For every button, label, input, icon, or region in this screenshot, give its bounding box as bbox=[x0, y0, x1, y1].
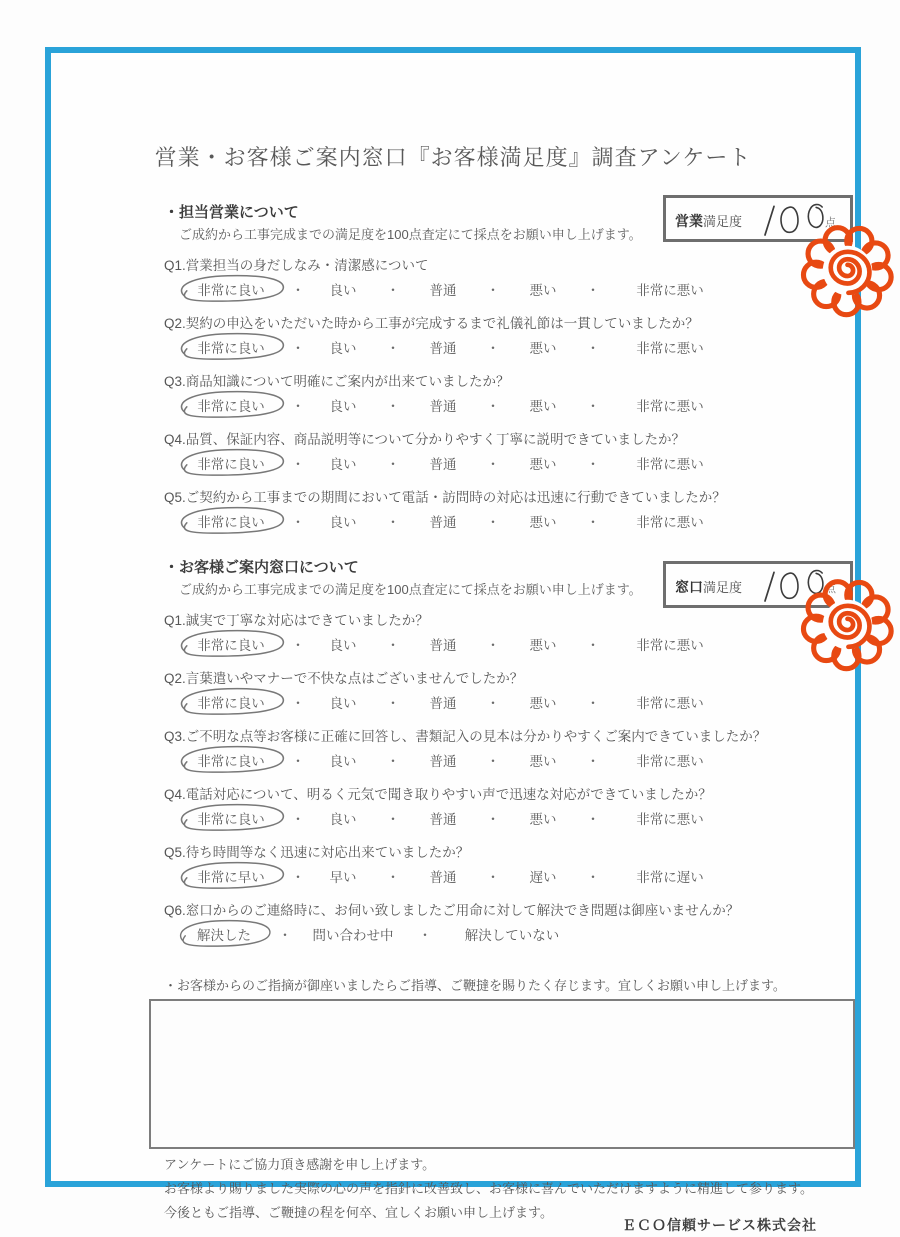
question-label: Q4.電話対応について、明るく元気で聞き取りやすい声で迅速な対応ができていましたか？ bbox=[164, 787, 712, 802]
question bbox=[164, 314, 864, 360]
section-sales-header: ・担当営業について bbox=[164, 204, 299, 221]
option-separator-dot: ・ bbox=[586, 341, 600, 356]
option-separator-dot: ・ bbox=[291, 457, 305, 472]
answer-option: 解決していない bbox=[464, 928, 560, 943]
comment-box bbox=[149, 999, 855, 1149]
sales-score-label bbox=[675, 211, 742, 231]
answer-option: 非常に早い bbox=[181, 866, 281, 886]
answer-option: 悪い bbox=[529, 515, 557, 530]
question bbox=[164, 430, 864, 476]
answer-option: 普通 bbox=[429, 457, 457, 472]
question-label: Q3.商品知識について明確にご案内が出来ていましたか？ bbox=[164, 374, 510, 389]
answer-option: 非常に悪い bbox=[636, 696, 704, 711]
option-separator-dot: ・ bbox=[418, 928, 432, 943]
option-separator-dot: ・ bbox=[486, 870, 500, 885]
answer-option: 良い bbox=[329, 515, 357, 530]
answer-option: 普通 bbox=[429, 341, 457, 356]
option-separator-dot: ・ bbox=[386, 638, 400, 653]
answer-option: 普通 bbox=[429, 515, 457, 530]
answer-option: 非常に良い bbox=[181, 750, 281, 770]
option-separator-dot: ・ bbox=[486, 457, 500, 472]
answer-option: 良い bbox=[329, 754, 357, 769]
answer-option: 普通 bbox=[429, 812, 457, 827]
handdrawn-selection-circle-icon bbox=[174, 330, 288, 362]
answer-option: 非常に悪い bbox=[636, 515, 704, 530]
answer-option: 非常に悪い bbox=[636, 399, 704, 414]
handdrawn-selection-circle-icon bbox=[174, 743, 288, 775]
answer-options-row bbox=[164, 508, 864, 534]
question-label: Q1.営業担当の身だしなみ・清潔感について bbox=[164, 258, 429, 273]
section-sales-questions bbox=[164, 256, 864, 546]
question bbox=[164, 256, 864, 302]
section-desk-subtitle: ご成約から工事完成までの満足度を100点査定にて採点をお願い申し上げます。 bbox=[179, 582, 642, 597]
option-separator-dot: ・ bbox=[386, 696, 400, 711]
option-separator-dot: ・ bbox=[486, 283, 500, 298]
answer-option: 非常に遅い bbox=[636, 870, 704, 885]
option-separator-dot: ・ bbox=[291, 638, 305, 653]
company-name: ＥＣＯ信頼サービス株式会社 bbox=[622, 1217, 817, 1233]
answer-option: 悪い bbox=[529, 638, 557, 653]
answer-options-row bbox=[164, 863, 864, 889]
option-separator-dot: ・ bbox=[486, 341, 500, 356]
option-separator-dot: ・ bbox=[386, 515, 400, 530]
answer-option: 問い合わせ中 bbox=[312, 928, 394, 943]
answer-option: 良い bbox=[329, 638, 357, 653]
question bbox=[164, 785, 864, 831]
answer-options-row bbox=[164, 747, 864, 773]
footer-line-2: お客様より賜りました実際の心の声を指針に改善致し、お客様に喜んでいただけますように精進して参ります。 bbox=[164, 1181, 813, 1196]
option-separator-dot: ・ bbox=[291, 399, 305, 414]
option-separator-dot: ・ bbox=[291, 870, 305, 885]
question bbox=[164, 843, 864, 889]
handdrawn-selection-circle-icon bbox=[174, 627, 288, 659]
flower-stamp-icon bbox=[799, 221, 896, 318]
answer-option: 悪い bbox=[529, 754, 557, 769]
answer-option: 良い bbox=[329, 399, 357, 414]
sales-score-label-rest: 満足度 bbox=[703, 214, 743, 229]
answer-option: 普通 bbox=[429, 399, 457, 414]
answer-option: 良い bbox=[329, 283, 357, 298]
answer-option: 非常に良い bbox=[181, 511, 281, 531]
option-separator-dot: ・ bbox=[486, 812, 500, 827]
answer-option: 非常に悪い bbox=[636, 341, 704, 356]
section-desk-questions bbox=[164, 611, 864, 959]
sales-score-label-bold: 営業 bbox=[675, 213, 703, 229]
option-separator-dot: ・ bbox=[386, 399, 400, 414]
option-separator-dot: ・ bbox=[586, 515, 600, 530]
desk-score-label-rest: 満足度 bbox=[703, 580, 743, 595]
answer-options-row bbox=[164, 450, 864, 476]
section-desk-header: ・お客様ご案内窓口について bbox=[164, 559, 359, 576]
answer-option: 非常に悪い bbox=[636, 754, 704, 769]
answer-option: 非常に悪い bbox=[636, 812, 704, 827]
answer-option: 普通 bbox=[429, 870, 457, 885]
option-separator-dot: ・ bbox=[586, 399, 600, 414]
option-separator-dot: ・ bbox=[586, 696, 600, 711]
answer-options-row bbox=[164, 334, 864, 360]
desk-score-unit: 点 bbox=[825, 583, 836, 595]
page-title: 営業・お客様ご案内窓口『お客様満足度』調査アンケート bbox=[154, 145, 752, 170]
answer-option: 非常に悪い bbox=[636, 638, 704, 653]
option-separator-dot: ・ bbox=[486, 399, 500, 414]
answer-option: 悪い bbox=[529, 457, 557, 472]
question bbox=[164, 669, 864, 715]
section-sales-subtitle: ご成約から工事完成までの満足度を100点査定にて採点をお願い申し上げます。 bbox=[179, 227, 642, 242]
answer-option: 悪い bbox=[529, 341, 557, 356]
answer-options-row bbox=[164, 276, 864, 302]
answer-option: 普通 bbox=[429, 283, 457, 298]
option-separator-dot: ・ bbox=[291, 341, 305, 356]
option-separator-dot: ・ bbox=[586, 283, 600, 298]
handdrawn-selection-circle-icon bbox=[174, 504, 288, 536]
option-separator-dot: ・ bbox=[386, 341, 400, 356]
question-label: Q3.ご不明な点等お客様に正確に回答し、書類記入の見本は分かりやすくご案内できていましたか？ bbox=[164, 729, 767, 744]
option-separator-dot: ・ bbox=[291, 812, 305, 827]
answer-option: 解決した bbox=[181, 924, 267, 944]
answer-option: 悪い bbox=[529, 812, 557, 827]
question bbox=[164, 488, 864, 534]
answer-option: 非常に良い bbox=[181, 634, 281, 654]
answer-option: 非常に良い bbox=[181, 337, 281, 357]
answer-options-row bbox=[164, 921, 864, 947]
option-separator-dot: ・ bbox=[586, 638, 600, 653]
question-label: Q2.契約の申込をいただいた時から工事が完成するまで礼儀礼節は一貫していましたか？ bbox=[164, 316, 699, 331]
answer-option: 非常に良い bbox=[181, 453, 281, 473]
option-separator-dot: ・ bbox=[386, 870, 400, 885]
answer-option: 遅い bbox=[529, 870, 557, 885]
comment-prompt: ・お客様からのご指摘が御座いましたらご指導、ご鞭撻を賜りたく存じます。宜しくお願い申し上げます。 bbox=[164, 978, 786, 993]
question-label: Q5.待ち時間等なく迅速に対応出来ていましたか？ bbox=[164, 845, 470, 860]
answer-options-row bbox=[164, 392, 864, 418]
answer-option: 悪い bbox=[529, 696, 557, 711]
question bbox=[164, 372, 864, 418]
option-separator-dot: ・ bbox=[586, 754, 600, 769]
answer-option: 悪い bbox=[529, 399, 557, 414]
answer-option: 良い bbox=[329, 341, 357, 356]
footer-line-1: アンケートにご協力頂き感謝を申し上げます。 bbox=[164, 1157, 436, 1172]
flower-stamp-icon bbox=[799, 575, 896, 672]
question-label: Q1.誠実で丁寧な対応はできていましたか？ bbox=[164, 613, 429, 628]
option-separator-dot: ・ bbox=[386, 754, 400, 769]
answer-option: 非常に良い bbox=[181, 808, 281, 828]
handdrawn-selection-circle-icon bbox=[174, 859, 288, 891]
question bbox=[164, 611, 864, 657]
option-separator-dot: ・ bbox=[291, 754, 305, 769]
option-separator-dot: ・ bbox=[278, 928, 292, 943]
answer-option: 非常に悪い bbox=[636, 283, 704, 298]
handdrawn-selection-circle-icon bbox=[174, 917, 274, 949]
option-separator-dot: ・ bbox=[291, 515, 305, 530]
question bbox=[164, 727, 864, 773]
answer-options-row bbox=[164, 805, 864, 831]
handdrawn-selection-circle-icon bbox=[174, 446, 288, 478]
desk-score-label bbox=[675, 577, 742, 597]
answer-option: 非常に悪い bbox=[636, 457, 704, 472]
answer-option: 良い bbox=[329, 812, 357, 827]
handdrawn-selection-circle-icon bbox=[174, 272, 288, 304]
option-separator-dot: ・ bbox=[486, 515, 500, 530]
answer-option: 良い bbox=[329, 696, 357, 711]
handdrawn-selection-circle-icon bbox=[174, 801, 288, 833]
answer-option: 良い bbox=[329, 457, 357, 472]
desk-score-label-bold: 窓口 bbox=[675, 579, 703, 595]
answer-option: 悪い bbox=[529, 283, 557, 298]
answer-option: 普通 bbox=[429, 754, 457, 769]
answer-option: 非常に良い bbox=[181, 279, 281, 299]
page-border-frame bbox=[45, 47, 861, 1233]
answer-option: 普通 bbox=[429, 696, 457, 711]
question-label: Q4.品質、保証内容、商品説明等について分かりやすく丁寧に説明できていましたか？ bbox=[164, 432, 685, 447]
option-separator-dot: ・ bbox=[486, 696, 500, 711]
handdrawn-selection-circle-icon bbox=[174, 388, 288, 420]
question-label: Q2.言葉遣いやマナーで不快な点はございませんでしたか？ bbox=[164, 671, 524, 686]
option-separator-dot: ・ bbox=[486, 638, 500, 653]
option-separator-dot: ・ bbox=[291, 696, 305, 711]
option-separator-dot: ・ bbox=[586, 870, 600, 885]
sales-score-unit: 点 bbox=[825, 217, 836, 229]
answer-options-row bbox=[164, 631, 864, 657]
option-separator-dot: ・ bbox=[386, 812, 400, 827]
answer-option: 非常に良い bbox=[181, 692, 281, 712]
answer-option: 早い bbox=[329, 870, 357, 885]
answer-option: 非常に良い bbox=[181, 395, 281, 415]
question bbox=[164, 901, 864, 947]
answer-options-row bbox=[164, 689, 864, 715]
option-separator-dot: ・ bbox=[586, 457, 600, 472]
option-separator-dot: ・ bbox=[586, 812, 600, 827]
option-separator-dot: ・ bbox=[386, 457, 400, 472]
option-separator-dot: ・ bbox=[291, 283, 305, 298]
footer-line-3: 今後ともご指導、ご鞭撻の程を何卒、宜しくお願い申し上げます。 bbox=[164, 1205, 553, 1220]
option-separator-dot: ・ bbox=[486, 754, 500, 769]
option-separator-dot: ・ bbox=[386, 283, 400, 298]
answer-option: 普通 bbox=[429, 638, 457, 653]
handdrawn-selection-circle-icon bbox=[174, 685, 288, 717]
question-label: Q5.ご契約から工事までの期間において電話・訪問時の対応は迅速に行動できていましたか？ bbox=[164, 490, 726, 505]
question-label: Q6.窓口からのご連絡時に、お伺い致しましたご用命に対して解決でき問題は御座いませんか？ bbox=[164, 903, 740, 918]
